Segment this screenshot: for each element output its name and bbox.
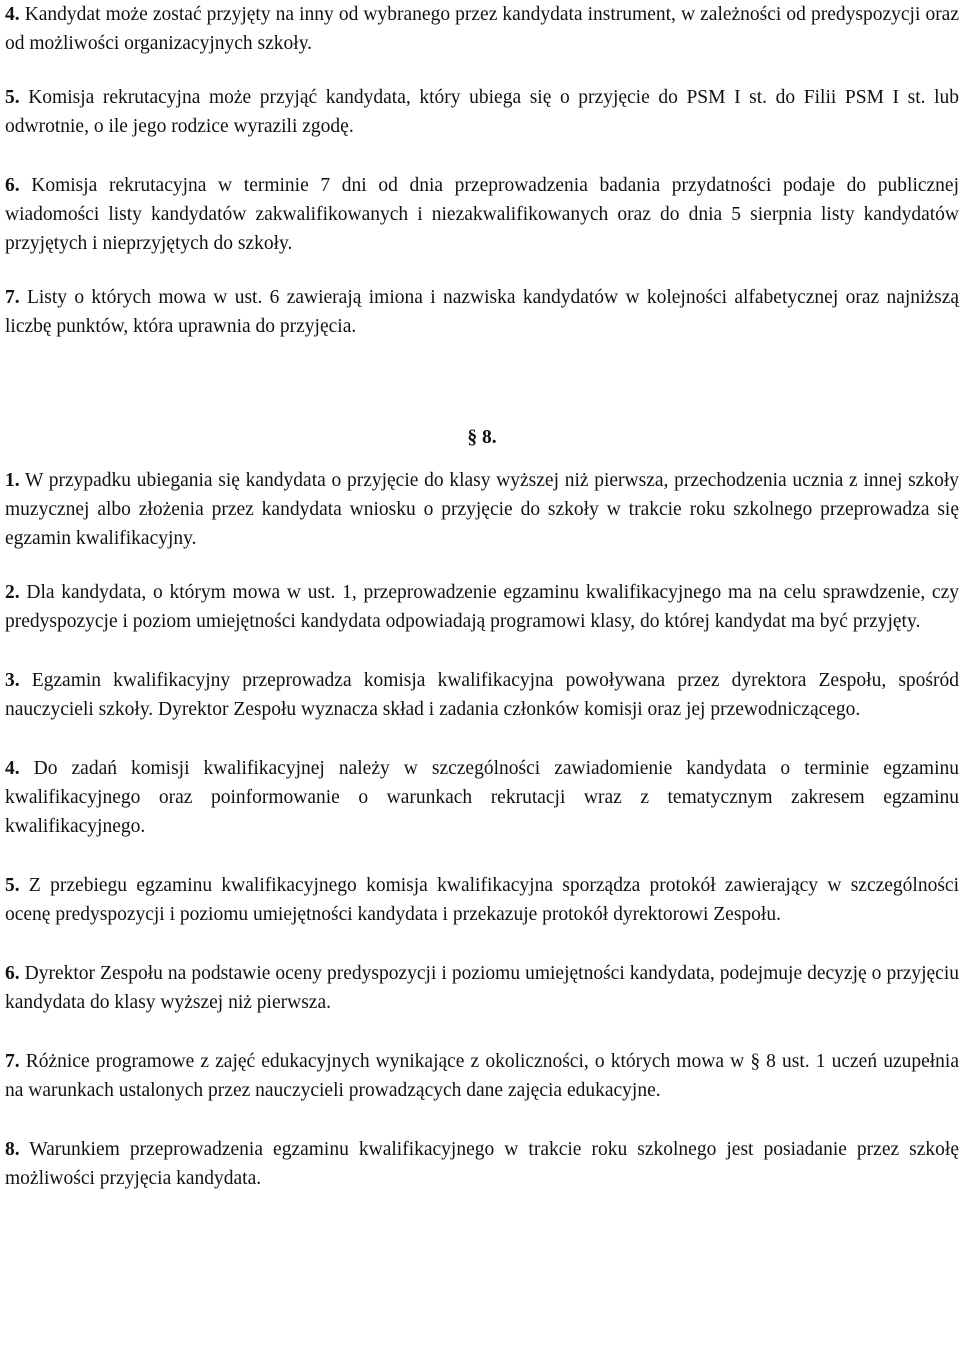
paragraph-number: 7. bbox=[5, 287, 20, 308]
paragraph-text: Komisja rekrutacyjna może przyjąć kandydata, który ubiega się o przyjęcie do PSM I st. do Filii PSM I st. lub odwrotnie, o ile jego rodzice wyrazili zgodę. bbox=[5, 87, 959, 137]
paragraph-8-3 bbox=[5, 666, 959, 724]
paragraph-7-6 bbox=[5, 171, 959, 258]
paragraph-number: 5. bbox=[5, 87, 20, 108]
paragraph-8-8 bbox=[5, 1135, 959, 1193]
paragraph-7-5 bbox=[5, 83, 959, 141]
section-heading bbox=[5, 423, 959, 452]
paragraph-8-5 bbox=[5, 871, 959, 929]
section-heading-text: § 8. bbox=[467, 427, 497, 448]
paragraph-text: Komisja rekrutacyjna w terminie 7 dni od dnia przeprowadzenia badania przydatności podaje do publicznej wiadomości listy kandydatów zakwalifikowanych i niezakwalifikowanych oraz do dnia 5 sierpnia listy kandydatów przyjętych i nieprzyjętych do szkoły. bbox=[5, 175, 959, 254]
paragraph-text: W przypadku ubiegania się kandydata o przyjęcie do klasy wyższej niż pierwsza, przechodzenia ucznia z innej szkoły muzycznej albo złożenia przez kandydata wniosku o przyjęcie do szkoły w trakcie roku szkolnego przeprowadza się egzamin kwalifikacyjny. bbox=[5, 470, 959, 549]
paragraph-number: 2. bbox=[5, 582, 20, 603]
paragraph-text: Listy o których mowa w ust. 6 zawierają imiona i nazwiska kandydatów w kolejności alfabetycznej oraz najniższą liczbę punktów, która uprawnia do przyjęcia. bbox=[5, 287, 959, 337]
paragraph-number: 6. bbox=[5, 175, 20, 196]
paragraph-text: Różnice programowe z zajęć edukacyjnych wynikające z okoliczności, o których mowa w § 8 ust. 1 uczeń uzupełnia na warunkach ustalonych przez nauczycieli prowadzących dane zajęcia edukacyjne. bbox=[5, 1051, 959, 1101]
paragraph-7-7 bbox=[5, 283, 959, 341]
paragraph-number: 3. bbox=[5, 670, 20, 691]
paragraph-number: 4. bbox=[5, 4, 20, 25]
paragraph-number: 4. bbox=[5, 758, 20, 779]
paragraph-8-7 bbox=[5, 1047, 959, 1105]
paragraph-8-1 bbox=[5, 466, 959, 553]
paragraph-number: 1. bbox=[5, 470, 20, 491]
paragraph-number: 6. bbox=[5, 963, 20, 984]
paragraph-text: Egzamin kwalifikacyjny przeprowadza komisja kwalifikacyjna powoływana przez dyrektora Zespołu, spośród nauczycieli szkoły. Dyrektor Zespołu wyznacza skład i zadania członków komisji oraz jej przewodniczącego. bbox=[5, 670, 959, 720]
paragraph-7-4 bbox=[5, 0, 959, 58]
paragraph-text: Z przebiegu egzaminu kwalifikacyjnego komisja kwalifikacyjna sporządza protokół zawierający w szczególności ocenę predyspozycji i poziomu umiejętności kandydata i przekazuje protokół dyrektorowi Zespołu. bbox=[5, 875, 959, 925]
paragraph-8-6 bbox=[5, 959, 959, 1017]
paragraph-text: Dla kandydata, o którym mowa w ust. 1, przeprowadzenie egzaminu kwalifikacyjnego ma na celu sprawdzenie, czy predyspozycje i poziom umiejętności kandydata odpowiadają programowi klasy, do której kandydat ma być przyjęty. bbox=[5, 582, 959, 632]
paragraph-text: Warunkiem przeprowadzenia egzaminu kwalifikacyjnego w trakcie roku szkolnego jest posiadanie przez szkołę możliwości przyjęcia kandydata. bbox=[5, 1139, 959, 1189]
paragraph-number: 5. bbox=[5, 875, 20, 896]
paragraph-text: Kandydat może zostać przyjęty na inny od wybranego przez kandydata instrument, w zależności od predyspozycji oraz od możliwości organizacyjnych szkoły. bbox=[5, 4, 959, 54]
paragraph-number: 8. bbox=[5, 1139, 20, 1160]
paragraph-8-2 bbox=[5, 578, 959, 636]
paragraph-8-4 bbox=[5, 754, 959, 841]
paragraph-text: Dyrektor Zespołu na podstawie oceny predyspozycji i poziomu umiejętności kandydata, podejmuje decyzję o przyjęciu kandydata do klasy wyższej niż pierwsza. bbox=[5, 963, 959, 1013]
document-page bbox=[5, 0, 959, 1193]
paragraph-text: Do zadań komisji kwalifikacyjnej należy w szczególności zawiadomienie kandydata o terminie egzaminu kwalifikacyjnego oraz poinformowanie o warunkach rekrutacji wraz z tematycznym zakresem egzaminu kwalifikacyjnego. bbox=[5, 758, 959, 837]
paragraph-number: 7. bbox=[5, 1051, 20, 1072]
